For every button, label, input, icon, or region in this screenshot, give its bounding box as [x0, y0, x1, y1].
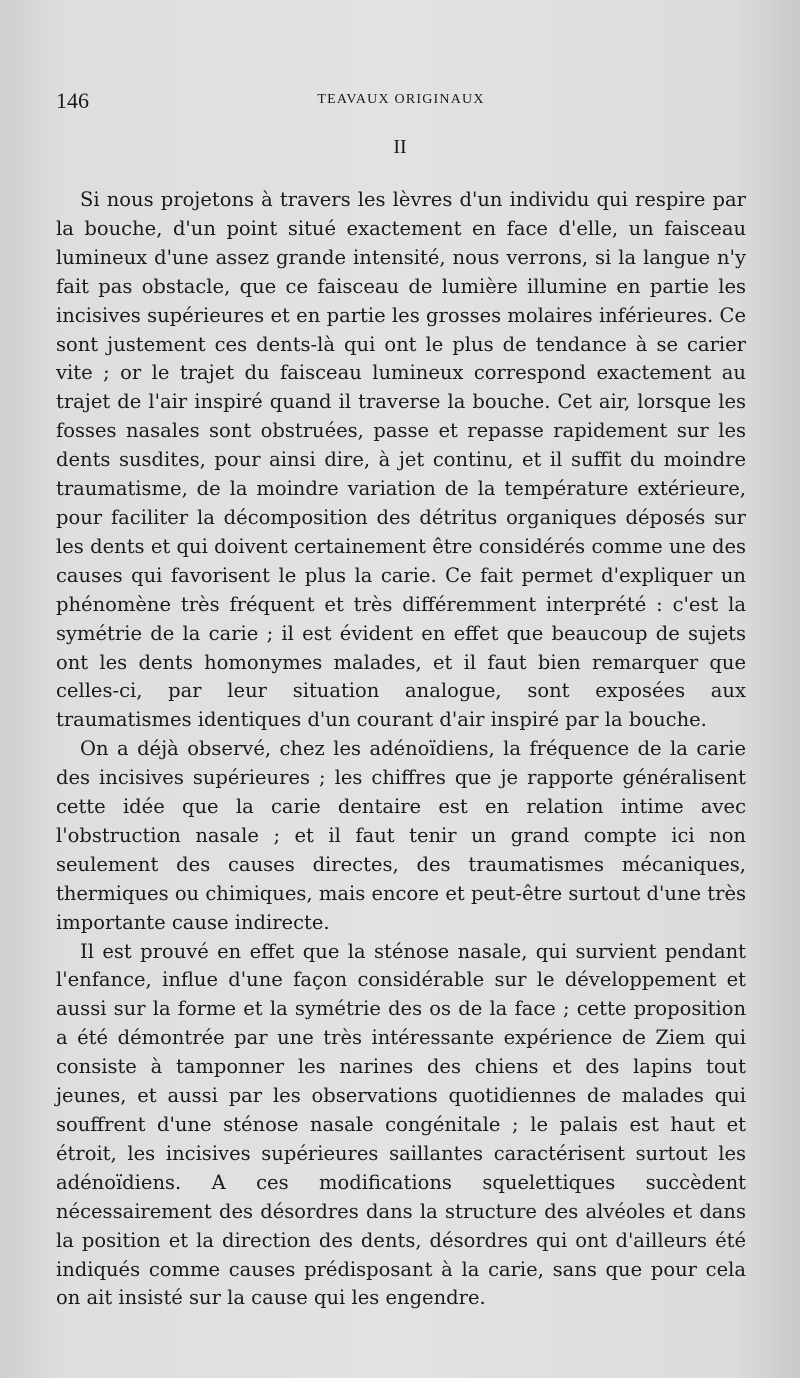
body-text	[56, 186, 746, 1313]
running-title: TEAVAUX ORIGINAUX	[317, 92, 485, 107]
page-header	[56, 88, 746, 118]
paragraph-2: On a déjà observé, chez les adénoïdiens, la fréquence de la carie des incisives supérieures ; les chiffres que je rapporte généralisent cette idée que la carie dentaire est en relation intime avec l'obstruction nasale ; et il faut tenir un grand compte ici non seulement des causes directes, des traumatismes mécaniques, thermiques ou chimiques, mais encore et peut-être surtout d'une très importante cause indirecte.	[56, 737, 746, 934]
page-number: 146	[56, 88, 89, 113]
section-heading: II	[393, 136, 407, 158]
paragraph-1: Si nous projetons à travers les lèvres d'un individu qui respire par la bouche, d'un point situé exactement en face d'elle, un faisceau lumineux d'une assez grande intensité, nous verrons, si la langue n'y fait pas obstacle, que ce faisceau de lumière illumine en partie les incisives supérieures et en partie les grosses molaires inférieures. Ce sont justement ces dents-là qui ont le plus de tendance à se carier vite ; or le trajet du faisceau lumineux correspond exactement au trajet de l'air inspiré quand il traverse la bouche. Cet air, lorsque les fosses nasales sont obstruées, passe et repasse rapidement sur les dents susdites, pour ainsi dire, à jet continu, et il suffit du moindre traumatisme, de la moindre variation de la température extérieure, pour faciliter la décomposition des détritus organiques déposés sur les dents et qui doivent certainement être considérés comme une des causes qui favorisent le plus la carie. Ce fait permet d'expliquer un phénomène très fréquent et très différemment interprété : c'est la symétrie de la carie ; il est évident en effet que beaucoup de sujets ont les dents homonymes malades, et il faut bien remarquer que celles-ci, par leur situation analogue, sont exposées aux traumatismes identiques d'un courant d'air inspiré par la bouche.	[56, 188, 746, 732]
paragraph-3: Il est prouvé en effet que la sténose nasale, qui survient pendant l'enfance, influe d'une façon considérable sur le développement et aussi sur la forme et la symétrie des os de la face ; cette proposition a été démontrée par une très intéressante expérience de Ziem qui consiste à tamponner les narines des chiens et des lapins tout jeunes, et aussi par les observations quotidiennes de malades qui souffrent d'une sténose nasale congénitale ; le palais est haut et étroit, les incisives supérieures saillantes caractérisent surtout les adénoïdiens. A ces modifications squelettiques succèdent nécessairement des désordres dans la structure des alvéoles et dans la position et la direction des dents, désordres qui ont d'ailleurs été indiqués comme causes prédisposant à la carie, sans que pour cela on ait insisté sur la cause qui les engendre.	[56, 939, 746, 1310]
